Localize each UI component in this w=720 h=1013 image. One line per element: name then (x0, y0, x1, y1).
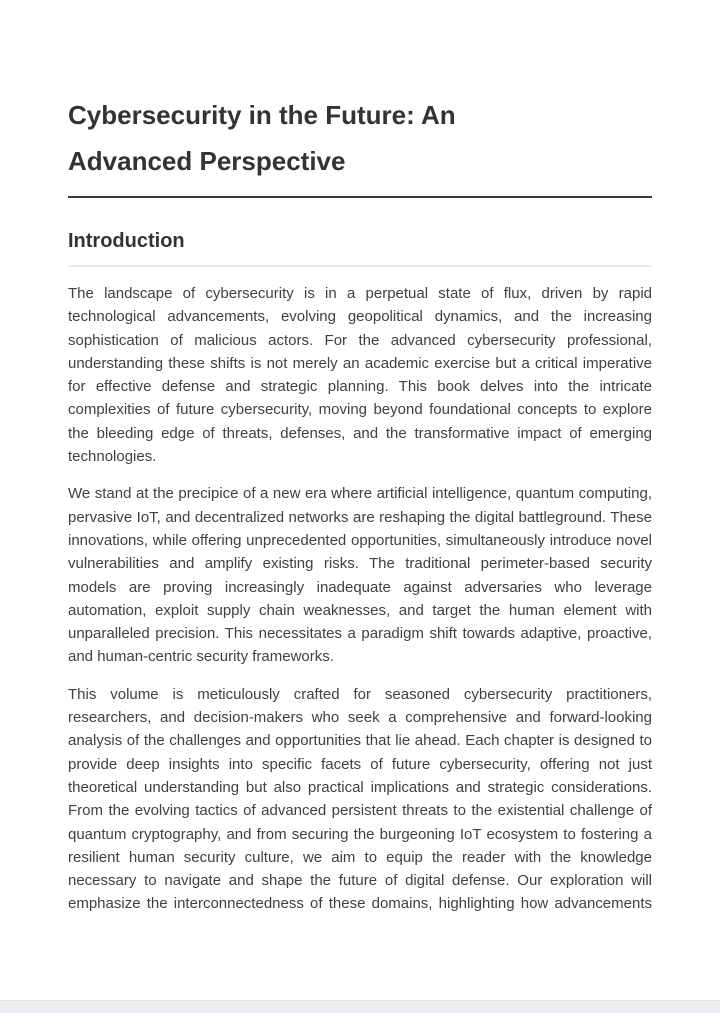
paragraph-3: This volume is meticulously crafted for seasoned cybersecurity practitioners, researchers, and decision-makers who seek a comprehensive and forward-looking analysis of the challenges and opportunities that lie ahead. Each chapter is designed to provide deep insights into specific facets of future cybersecurity, offering not just theoretical understanding but also practical implications and strategic considerations. From the evolving tactics of advanced persistent threats to the existential challenge of quantum cryptography, and from securing the burgeoning IoT ecosystem to fostering a resilient human security culture, we aim to equip the reader with the knowledge necessary to navigate and shape the future of digital defense. Our exploration will emphasize the interconnectedness of these domains, highlighting how advancements (68, 685, 652, 913)
introduction-body (68, 282, 652, 916)
paragraph-2: We stand at the precipice of a new era where artificial intelligence, quantum computing, pervasive IoT, and decentralized networks are reshaping the digital battleground. These innovations, while offering unprecedented opportunities, simultaneously introduce novel vulnerabilities and amplify existing risks. The traditional perimeter-based security models are proving increasingly inadequate against adversaries who leverage automation, exploit supply chain weaknesses, and target the human element with unparalleled precision. This necessitates a paradigm shift towards adaptive, proactive, and human-centric security frameworks. (68, 485, 652, 666)
book-title: Cybersecurity in the Future: An Advanced Perspective (68, 100, 456, 176)
title-divider (68, 196, 652, 198)
page-bottom-edge (0, 1000, 720, 1013)
page-content (68, 0, 652, 916)
paragraph-1: The landscape of cybersecurity is in a perpetual state of flux, driven by rapid technological advancements, evolving geopolitical dynamics, and the increasing sophistication of malicious actors. For the advanced cybersecurity professional, understanding these shifts is not merely an academic exercise but a critical imperative for effective defense and strategic planning. This book delves into the intricate complexities of future cybersecurity, moving beyond foundational concepts to explore the bleeding edge of threats, defenses, and the transformative impact of emerging technologies. (68, 285, 652, 466)
section-divider (68, 265, 652, 267)
section-heading-introduction: Introduction (68, 230, 185, 252)
